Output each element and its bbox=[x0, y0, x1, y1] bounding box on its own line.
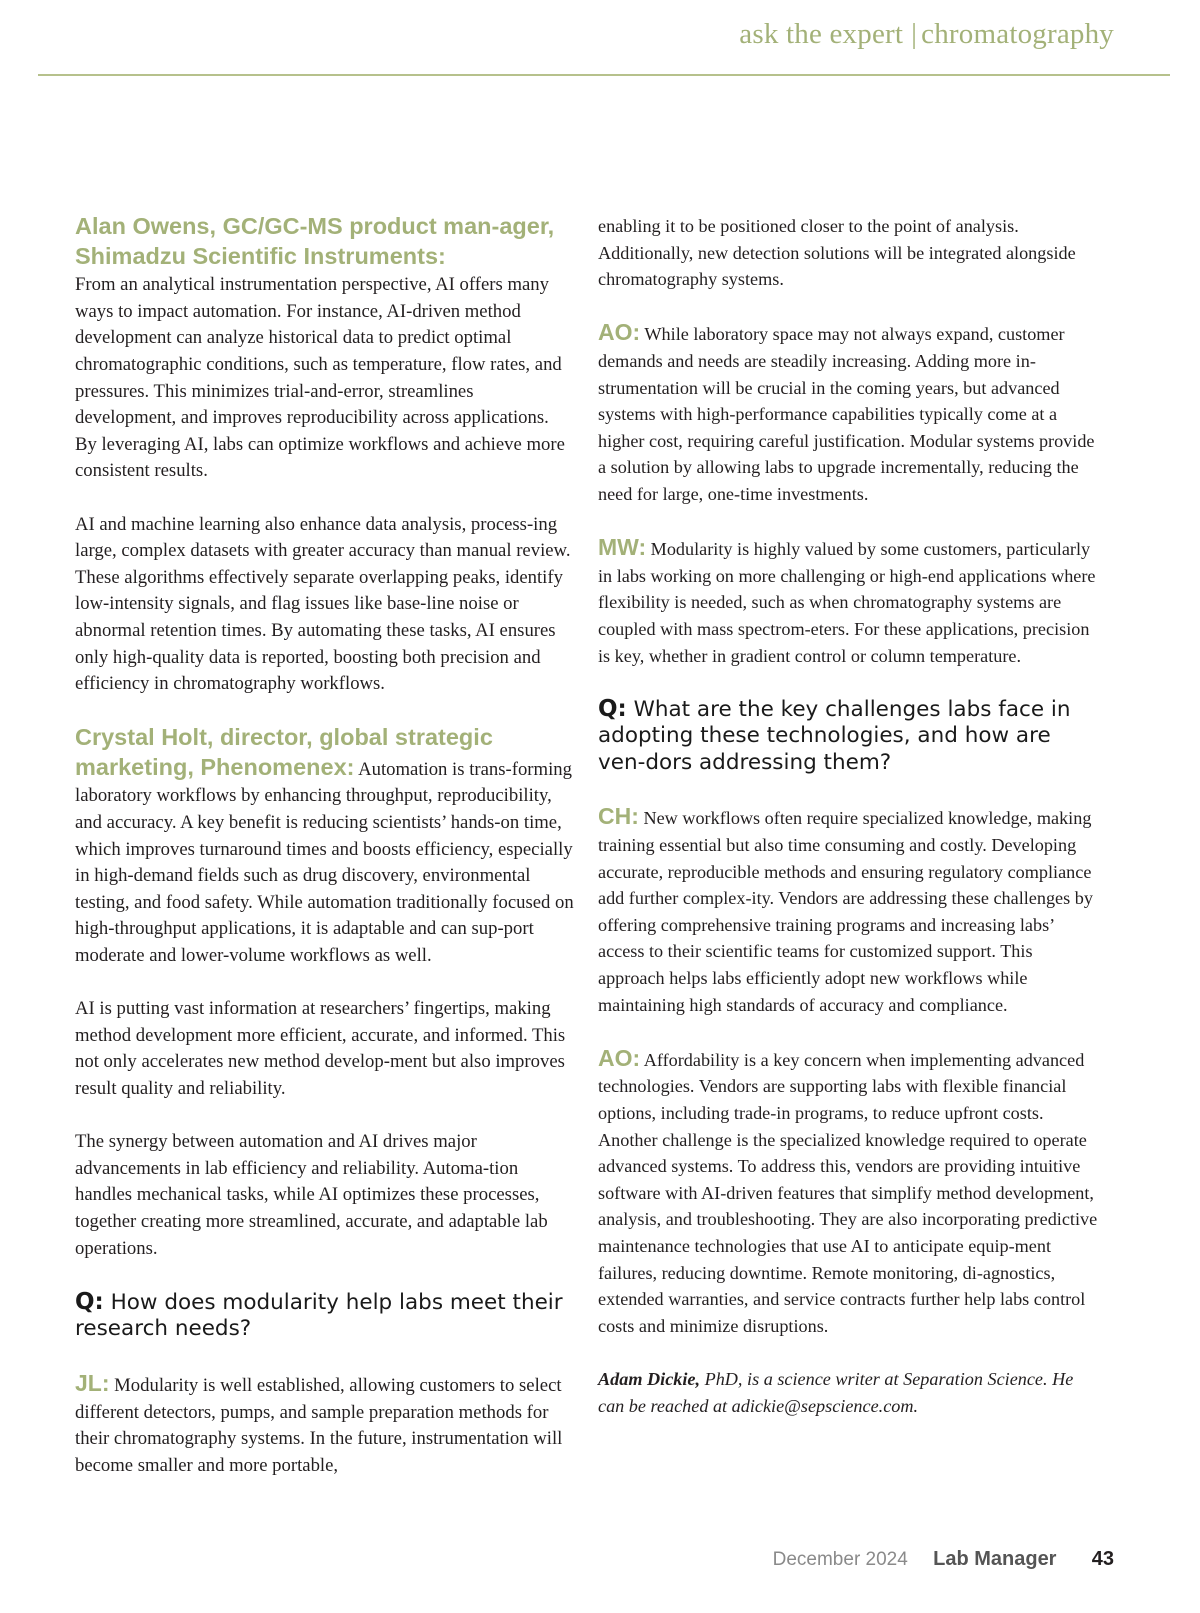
section-name: ask the expert bbox=[739, 18, 904, 50]
paragraph: The synergy between automation and AI drives major advancements in lab efficiency and reliability. Automa-tion handles mechanical tasks, while AI optimizes these processes, together creating more streamlined, accurate, and adaptable lab operations. bbox=[75, 1131, 548, 1259]
question-text: What are the key challenges labs face in adopting these technologies, and how are ven-dors addressing them? bbox=[598, 696, 1071, 775]
issue-date: December 2024 bbox=[772, 1549, 908, 1570]
answer-text: Modularity is highly valued by some customers, particularly in labs working on more challenging or high-end applications where flexibility is needed, such as when chromatography systems are coupled with mass spectrom-eters. For these applications, precision is key, whether in gradient control or column temperature. bbox=[598, 539, 1096, 666]
speaker-label: Alan Owens, GC/GC-MS product man-ager, Shimadzu Scientific Instruments: bbox=[75, 213, 555, 269]
author-byline bbox=[598, 1366, 1103, 1419]
byline-text: PhD, is a science writer at Separation Science. He can be reached at adickie@sepscience.com. bbox=[598, 1368, 1074, 1416]
speaker-label: Crystal Holt, director, global strategic marketing, Phenomenex: bbox=[75, 724, 493, 780]
answer-text: New workflows often require specialized knowledge, making training essential but also time consuming and costly. Developing accurate, reproducible methods and ensuring regulatory compliance add further complex-ity. Vendors are addressing these challenges by offering comprehensive training programs and increasing labs’ access to their scientific teams for customized support. This approach helps labs efficiently adopt new workflows while maintaining high standards of accuracy and compliance. bbox=[598, 808, 1093, 1015]
answer-text: Automation is trans-forming laboratory workflows by enhancing throughput, reproducibility, and accuracy. A key benefit is reducing scientists’ hands-on time, which improves turnaround times and boosts efficiency, especially in high-demand fields such as drug discovery, environmental testing, and food safety. While automation traditionally focused on high-throughput applications, it is adaptable and can sup-port moderate and lower-volume workflows as well. bbox=[75, 758, 574, 967]
answer-text: Modularity is well established, allowing customers to select different detectors, pumps, and sample preparation methods for their chromatography systems. In the future, instrumentation will become smaller and more portable, bbox=[75, 1374, 563, 1476]
speaker-label: AO: bbox=[598, 1044, 641, 1071]
jl-answer-continued: enabling it to be positioned closer to the point of analysis. Additionally, new detection solutions will be integrated alongside chromatography systems. bbox=[598, 216, 1076, 290]
header-separator: | bbox=[911, 18, 918, 50]
paragraph: AI is putting vast information at researchers’ fingertips, making method development more efficient, accurate, and informed. This not only accelerates new method develop-ment but also improves result quality and reliability. bbox=[75, 998, 566, 1099]
ch-answer bbox=[598, 803, 1103, 1018]
mw-answer bbox=[598, 534, 1103, 669]
answer-text: While laboratory space may not always expand, customer demands and needs are steadily increasing. Adding more in-strumentation will be crucial in the coming years, but advanced systems with high-performance capabilities typically come at a higher cost, requiring careful justification. Modular systems provide a solution by allowing labs to upgrade incrementally, reducing the need for large, one-time investments. bbox=[598, 324, 1095, 504]
left-column bbox=[75, 213, 575, 1506]
speaker-label: MW: bbox=[598, 534, 647, 561]
crystal-holt-answer bbox=[75, 724, 575, 969]
alan-owens-answer bbox=[75, 213, 575, 485]
ao-answer-2 bbox=[598, 1045, 1103, 1340]
question-label: Q: bbox=[598, 695, 627, 722]
header-rule bbox=[38, 74, 1170, 76]
section-topic: chromatography bbox=[921, 18, 1114, 50]
ao-answer-1 bbox=[598, 319, 1103, 507]
question-text: How does modularity help labs meet their research needs? bbox=[75, 1289, 563, 1342]
page-number: 43 bbox=[1091, 1548, 1114, 1570]
answer-text: Affordability is a key concern when implementing advanced technologies. Vendors are supporting labs with flexible financial options, including trade-in programs, to reduce upfront costs. Another challenge is the specialized knowledge required to operate advanced systems. To address this, vendors are providing intuitive software with AI-driven features that simplify method development, analysis, and troubleshooting. They are also incorporating predictive maintenance technologies that use AI to anticipate equip-ment failures, reducing downtime. Remote monitoring, di-agnostics, extended warranties, and service contracts further help labs control costs and minimize disruptions. bbox=[598, 1049, 1098, 1336]
speaker-label: JL: bbox=[75, 1369, 110, 1396]
byline-author: Adam Dickie, bbox=[598, 1368, 701, 1389]
speaker-label: AO: bbox=[598, 319, 641, 346]
answer-text: From an analytical instrumentation perspective, AI offers many ways to impact automation. For instance, AI-driven method development can analyze historical data to predict optimal chromatographic conditions, such as temperature, flow rates, and pressures. This minimizes trial-and-error, streamlines development, and improves reproducibility across applications. By leveraging AI, labs can optimize workflows and achieve more consistent results. bbox=[75, 274, 565, 482]
page-footer bbox=[773, 1548, 1114, 1571]
question-label: Q: bbox=[75, 1288, 104, 1315]
right-column bbox=[598, 213, 1103, 1446]
question-modularity bbox=[75, 1289, 575, 1343]
magazine-name: Lab Manager bbox=[933, 1548, 1057, 1570]
question-challenges bbox=[598, 696, 1103, 777]
jl-answer bbox=[75, 1370, 575, 1479]
paragraph: AI and machine learning also enhance data analysis, process-ing large, complex datasets with greater accuracy than manual review. These algorithms effectively separate overlapping peaks, identify low-intensity signals, and flag issues like base-line noise or abnormal retention times. By automating these tasks, AI ensures only high-quality data is reported, boosting both precision and efficiency in chromatography workflows. bbox=[75, 513, 571, 695]
speaker-label: CH: bbox=[598, 803, 639, 830]
section-header bbox=[739, 18, 1114, 51]
